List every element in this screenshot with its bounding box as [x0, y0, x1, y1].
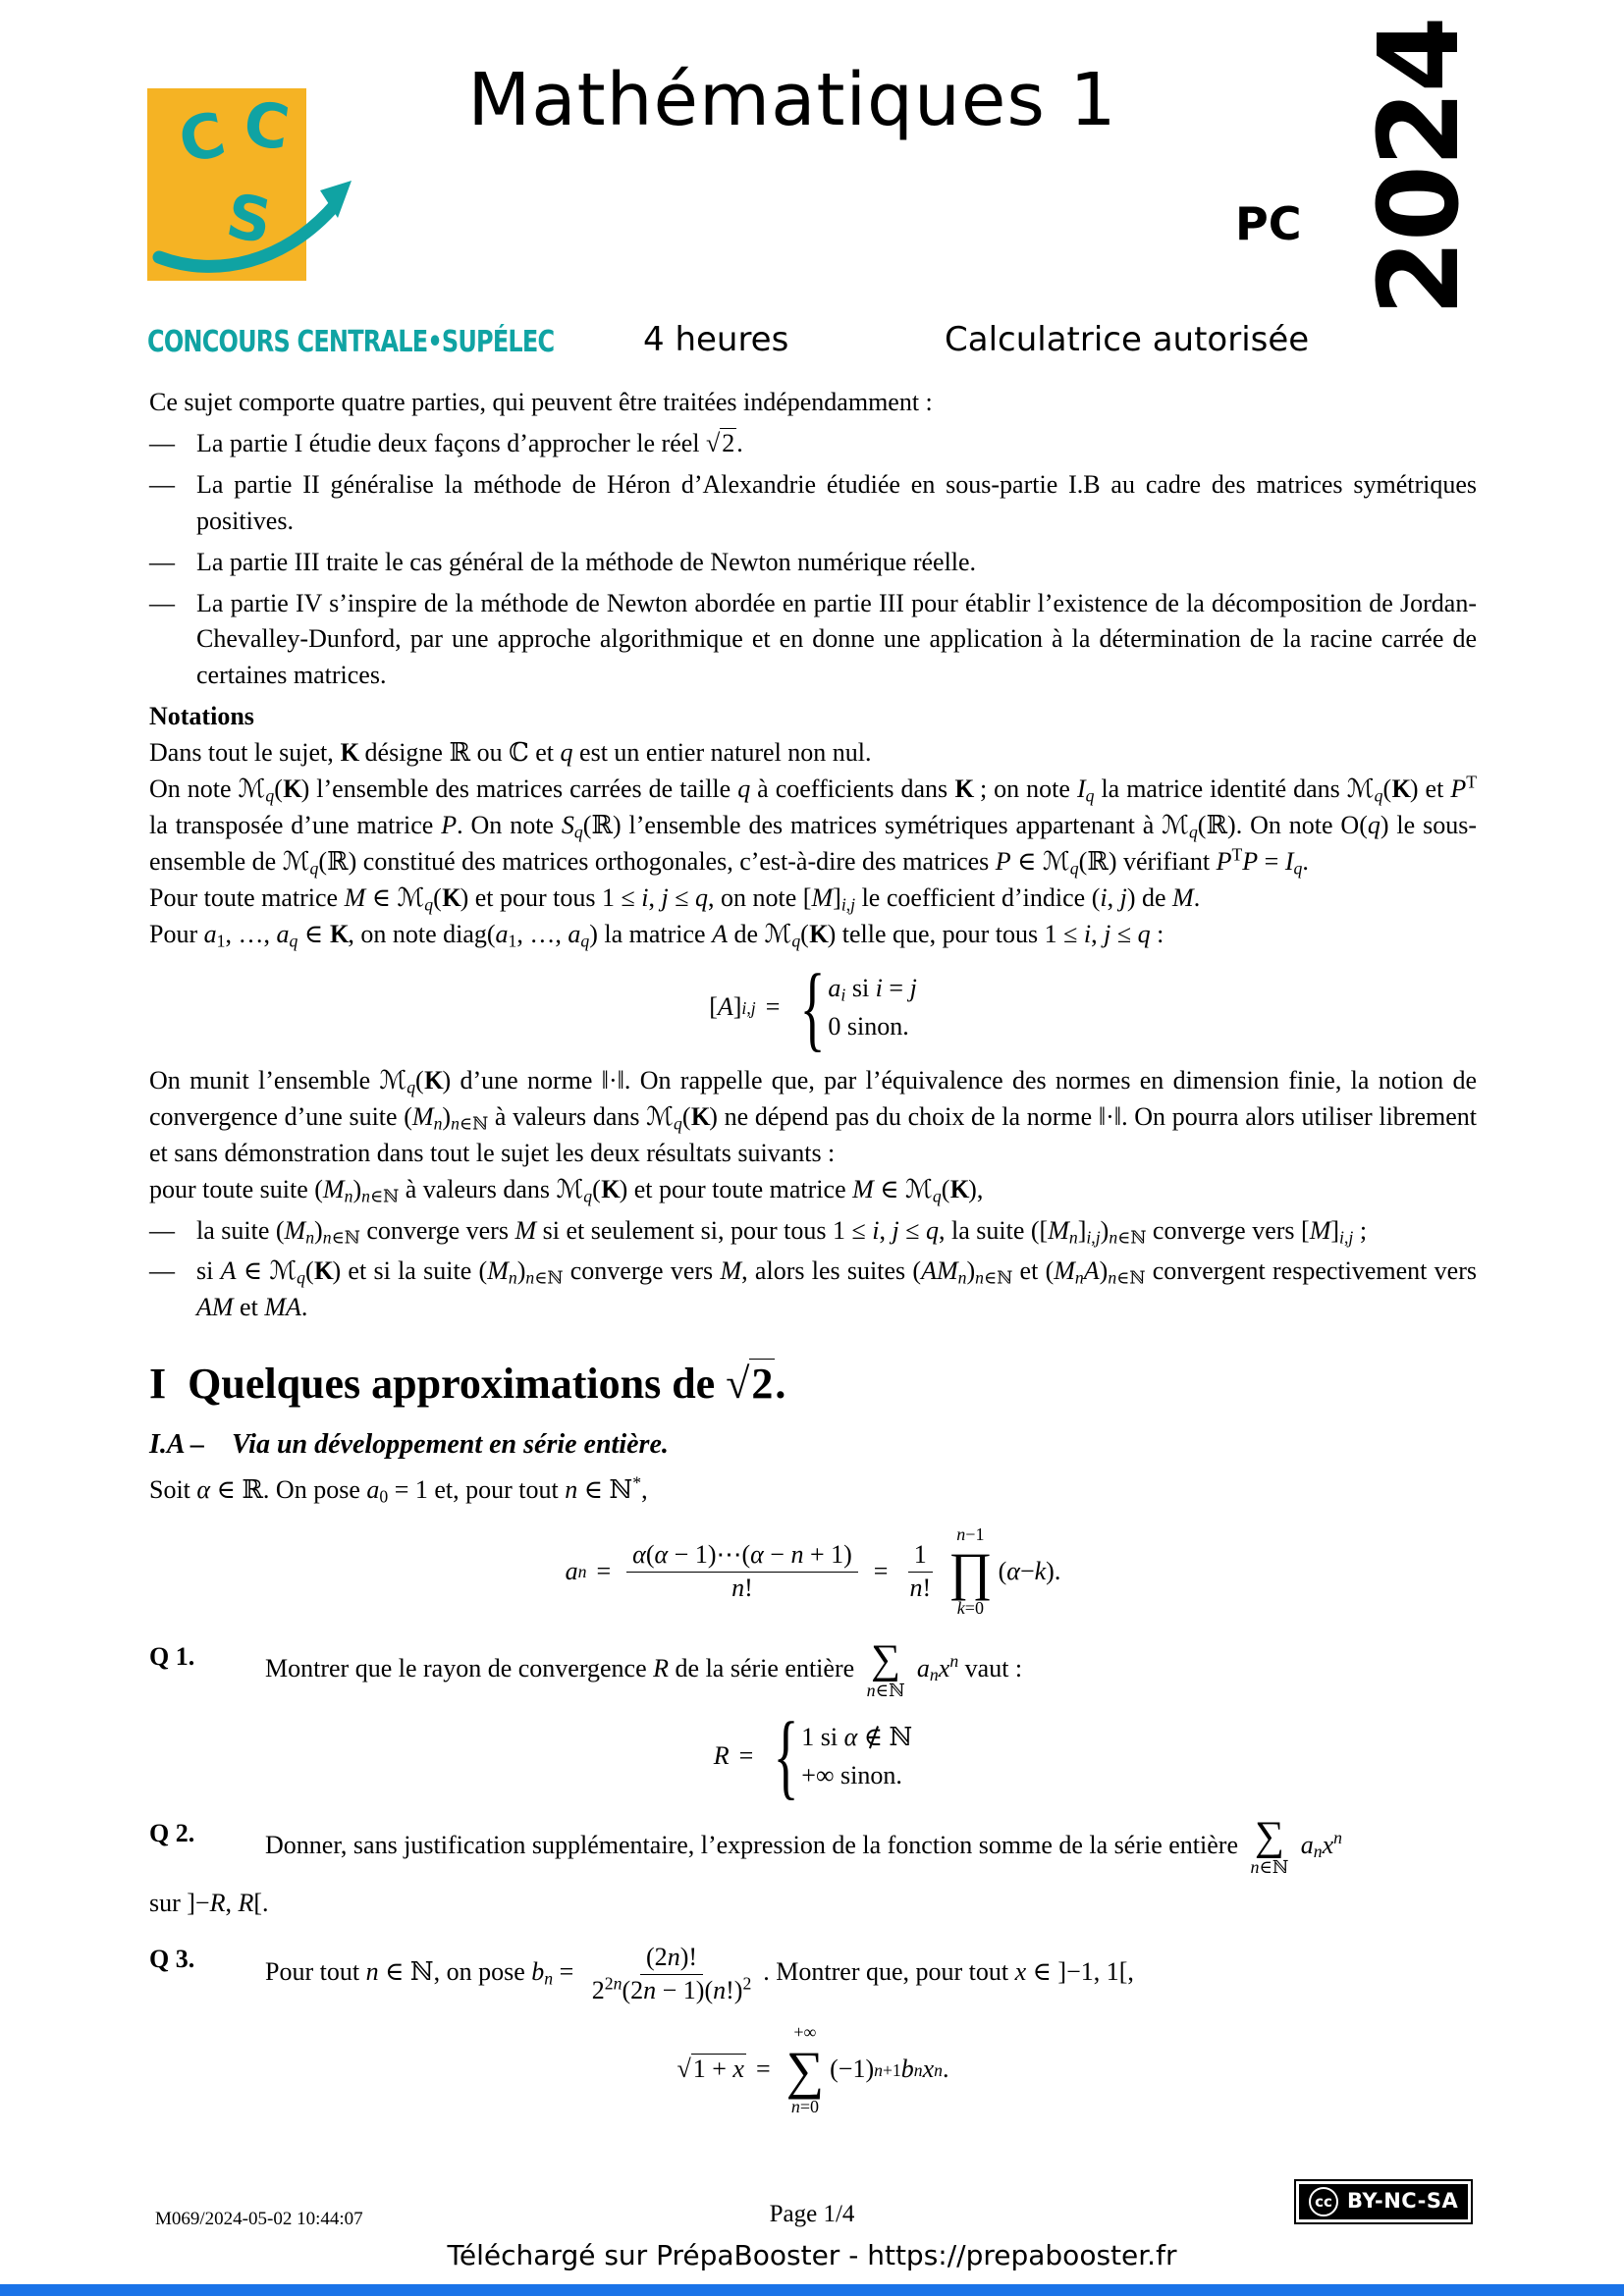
intro-item-3: [149, 545, 1477, 581]
dash-bullet: —: [149, 547, 175, 576]
dash-bullet: —: [149, 469, 175, 499]
question-text: Montrer que le rayon de convergence R de la série entière ∑ n∈ℕ $a_nx^n$ vaut :: [265, 1636, 1023, 1700]
dash-bullet: —: [149, 1256, 175, 1286]
document-code: M069/2024-05-02 10:44:07: [155, 2209, 363, 2229]
dash-bullet: —: [149, 588, 175, 617]
result-item-text: la suite $(M_n)_{n\in ℕ}$ converge vers M si et seulement si, pour tous 1 ≤ i, j ≤ q, la suite $([M_n]_{i,j})_{n\in ℕ}$ converge vers $[M]_{i,j}$ ;: [196, 1215, 1368, 1247]
intro-item-text: La partie I étudie deux façons d’approcher le réel √2.: [196, 428, 743, 457]
question-label: Q 2.: [149, 1818, 195, 1847]
duration-label: 4 heures: [643, 320, 789, 359]
equation-diagonal-cases: [ A ] i,j = { $a_i$ si i = j 0 sinon.: [709, 954, 917, 1061]
logo-letter-s: S: [221, 179, 278, 258]
cc-license-label: BY-NC-SA: [1347, 2189, 1459, 2214]
question-text: Donner, sans justification supplémentaire, l’expression de la fonction somme de la série entière ∑ n∈ℕ $a_nx^n$: [265, 1813, 1342, 1877]
intro-item-4: [149, 586, 1477, 695]
result-item-2: [149, 1254, 1477, 1326]
notations-p2: On note ℳ$_q$(K K) l’ensemble des matrices carrées de taille q à coefficients dans K K ; on note $I_q$ la matrice identité dans ℳ$_q$(K K) et $P^T$ la transposée d’une matrice P. On note $S_q(ℝ)$ l’ensemble des matrices symétriques appartenant à ℳ$_q$(ℝ). On note O(q) le sous-ensemble de ℳ$_q$(ℝ) constitué des matrices orthogonales, c’est-à-dire des matrices P ∈ ℳ$_q$(ℝ) vérifiant $P^TP = I_q$.: [149, 772, 1477, 881]
notations-heading: Notations: [149, 702, 254, 731]
cc-icon: cc: [1309, 2187, 1338, 2216]
notations-p4: Pour $a_1$, …, $a_q$ ∈ K K, on note $diag(a_1$, …, $a_q$) la matrice A de ℳ$_q$(K K) telle que, pour tous 1 ≤ i, j ≤ q :: [149, 917, 1477, 953]
page-title: Mathématiques 1: [467, 58, 1117, 142]
intro-item-text: La partie III traite le cas général de la méthode de Newton numérique réelle.: [196, 547, 977, 576]
subsection-1A-heading: I.A – Via un développement en série entière.: [149, 1428, 669, 1460]
intro-item-text: La partie IV s’inspire de la méthode de Newton abordée en partie III pour établir l’existence de la décomposition de Jordan-Chevalley-Dunford, par une approche algorithmique et en donne une application à la détermination de la racine carrée de certaines matrices.: [196, 588, 1477, 690]
question-label: Q 3.: [149, 1945, 195, 1974]
page-number: Page 1/4: [769, 2201, 855, 2227]
question-1: [149, 1636, 1477, 1702]
year-label: 2024: [1356, 18, 1484, 316]
dash-bullet: —: [149, 1215, 175, 1245]
notations-p1: Dans tout le sujet, K K désigne ℝ ou ℂ et q est un entier naturel non nul.: [149, 735, 1477, 772]
result-item-text: si A ∈ ℳ$_q$(K K) et si la suite $(M_n)_{n\in ℕ}$ converge vers M, alors les suites $(AM_n)_{n\in ℕ}$ et $(M_nA)_{n\in ℕ}$ convergent respectivement vers AM et MA.: [196, 1254, 1477, 1326]
cc-license-badge: [1294, 2179, 1473, 2224]
intro-item-text: La partie II généralise la méthode de Héron d’Alexandrie étudiée en sous-partie I.B au cadre des matrices symétriques positives.: [196, 469, 1477, 535]
equation-an: a n = $\frac{\alpha(\alpha - 1)\cdots(\alpha - n + 1)}{n!}$ = $\frac{1}{n!}$ n−1 ∏ k=0 ( α − k ).: [565, 1523, 1061, 1619]
equation-radius-cases: R = { 1 si α ∉ ℕ +∞ sinon.: [713, 1703, 913, 1810]
calculator-label: Calculatrice autorisée: [945, 320, 1310, 359]
question-2-tail: sur ]−R, R[.: [149, 1889, 269, 1918]
dash-bullet: —: [149, 428, 175, 457]
intro-item-1: [149, 426, 1477, 462]
document-body: [149, 385, 1477, 2133]
track-label: PC: [1235, 197, 1302, 250]
notations-p5: On munit l’ensemble ℳ$_q$(K K) d’une norme ‖·‖. On rappelle que, par l’équivalence des normes en dimension finie, la notion de convergence d’une suite $(M_n)_{n\in ℕ}$ à valeurs dans ℳ$_q$(K K) ne dépend pas du choix de la norme ‖·‖. On pourra alors utiliser librement et sans démonstration dans tout le sujet les deux résultats suivants :: [149, 1063, 1477, 1172]
notations-p6: pour toute suite $(M_n)_{n\in ℕ}$ à valeurs dans ℳ$_q$(K K) et pour toute matrice M ∈ ℳ$_q$(K K),: [149, 1172, 1477, 1208]
download-credit: Téléchargé sur PrépaBooster - https://prepabooster.fr: [447, 2239, 1177, 2271]
part1-intro: Soit α ∈ ℝ. On pose $a_0 = 1$ et, pour tout n ∈ ℕ*,: [149, 1471, 648, 1507]
intro-item-2: [149, 467, 1477, 540]
question-label: Q 1.: [149, 1641, 195, 1671]
section-1-heading: I Quelques approximations de √2.: [149, 1360, 786, 1409]
question-text: Pour tout n ∈ ℕ, on pose $b_n$ = $\frac{(2n)!}{2^{2n}(2n - 1)(n!)^2}$ . Montrer que, pour tout x ∈ ]−1, 1[,: [265, 1943, 1134, 2004]
logo-letter-c1: C: [172, 97, 232, 178]
intro-lead: Ce sujet comporte quatre parties, qui peuvent être traitées indépendamment :: [149, 388, 933, 416]
brand-name: CONCOURS CENTRALE•SUPÉLEC: [147, 325, 555, 359]
cc-license-badge-inner: [1299, 2184, 1468, 2219]
result-item-1: [149, 1213, 1477, 1250]
question-3: [149, 1942, 1477, 2006]
question-2: [149, 1813, 1477, 1879]
logo-letter-c2: C: [239, 86, 295, 165]
equation-sqrt-series: √1 + x = +∞ ∑ n=0 (−1) n+1 b n x n .: [677, 2022, 949, 2116]
notations-p3: Pour toute matrice M ∈ ℳ$_q$(K K) et pour tous 1 ≤ i, j ≤ q, on note $[M]_{i,j}$ le coefficient d’indice (i, j) de M.: [149, 881, 1477, 917]
bottom-accent-bar: [0, 2284, 1624, 2296]
